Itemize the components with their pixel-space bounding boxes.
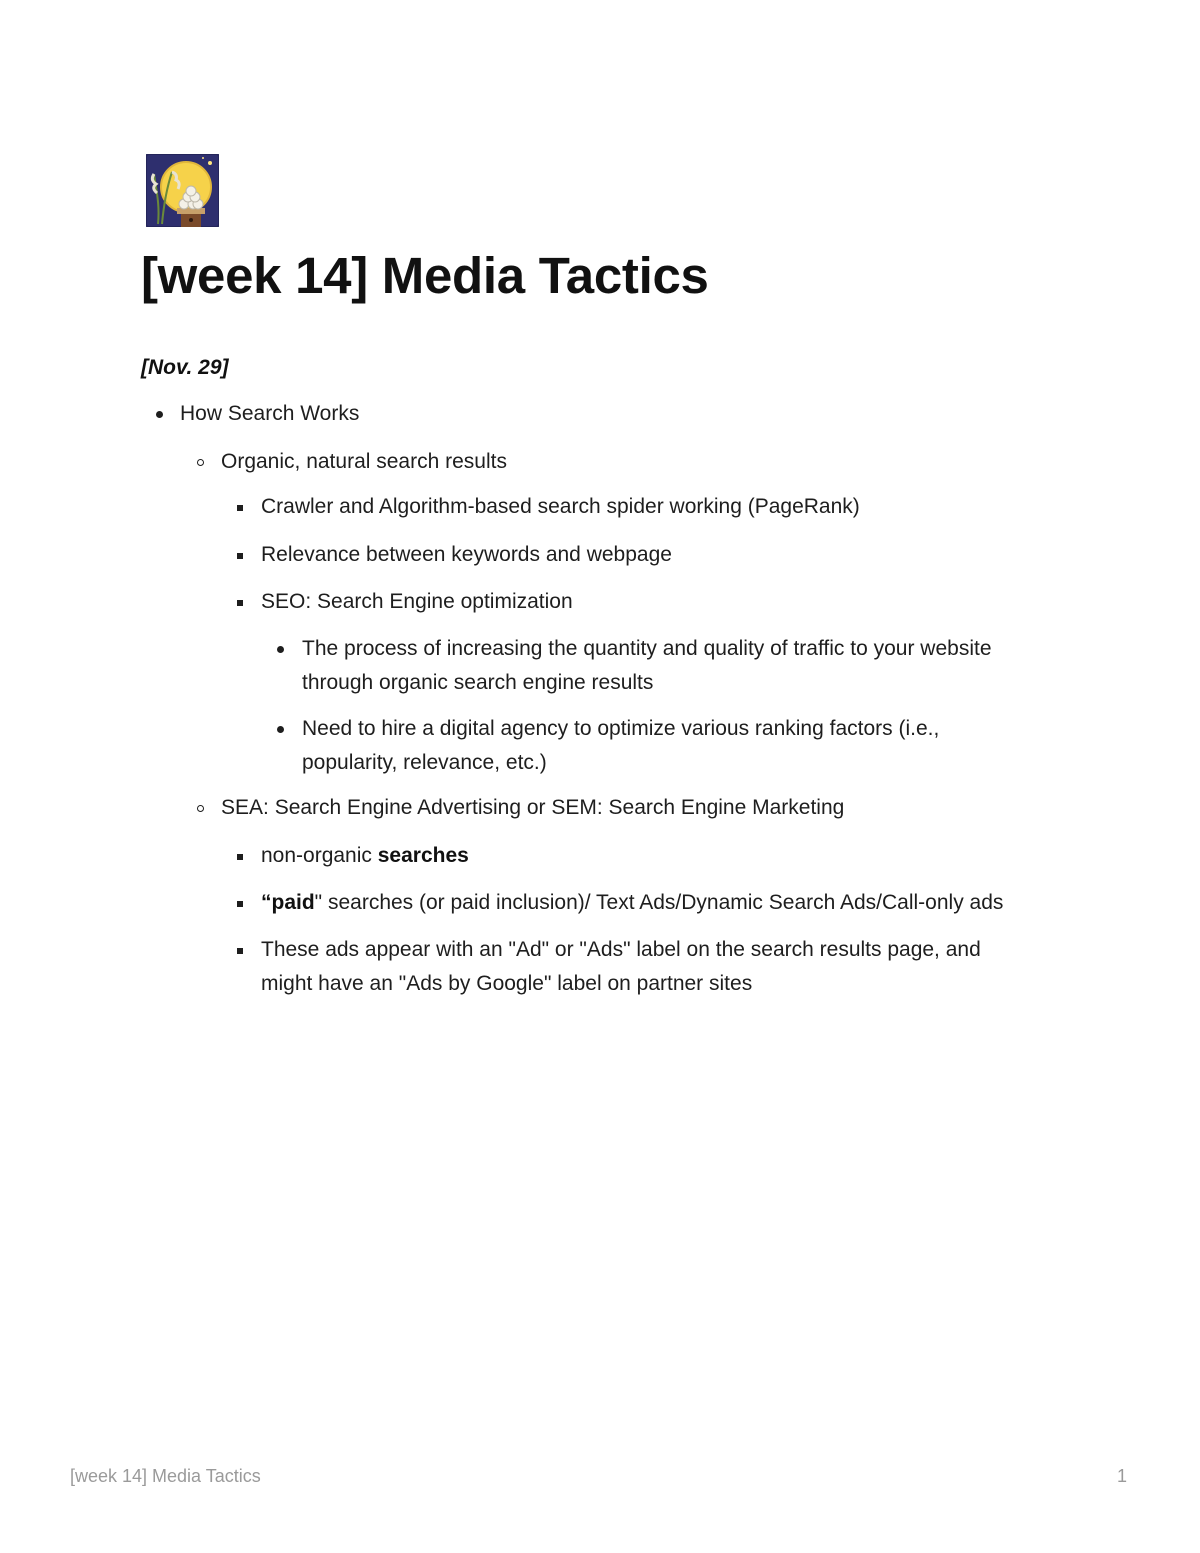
list-item-text: These ads appear with an "Ad" or "Ads" label on the search results page, and [261, 938, 981, 961]
list-item-text: SEA: Search Engine Advertising or SEM: Search Engine Marketing [221, 796, 845, 819]
list-item-text: How Search Works [180, 402, 360, 425]
list-item-text: Relevance between keywords and webpage [261, 543, 672, 566]
bullet-circle [197, 459, 204, 466]
bullet-square [237, 600, 243, 606]
list-item-text-continued: through organic search engine results [302, 671, 654, 694]
page-title: [week 14] Media Tactics [141, 247, 709, 304]
bullet-square [237, 948, 243, 954]
list-item-text: Crawler and Algorithm-based search spider working (PageRank) [261, 495, 860, 518]
date-label: [Nov. 29] [141, 356, 229, 379]
bullet-disc [277, 646, 284, 653]
list-item-text: Need to hire a digital agency to optimize various ranking factors (i.e., [302, 717, 940, 740]
page-number: 1 [1117, 1466, 1128, 1486]
text-bold: “paid [261, 891, 315, 914]
list-item-text-continued: might have an "Ads by Google" label on partner sites [261, 972, 753, 995]
bullet-circle [197, 805, 204, 812]
list-item-text: SEO: Search Engine optimization [261, 590, 573, 613]
moon-viewing-ceremony-icon [146, 154, 219, 227]
list-item-text-continued: popularity, relevance, etc.) [302, 751, 547, 774]
text-bold: searches [377, 844, 469, 867]
bullet-square [237, 553, 243, 559]
text-plain: " searches (or paid inclusion)/ Text Ads/Dynamic Search Ads/Call-only ads [314, 891, 1004, 914]
list-item-text: Organic, natural search results [221, 450, 507, 473]
text-plain: non-organic [261, 844, 378, 867]
bullet-square [237, 505, 243, 511]
bullet-square [237, 901, 243, 907]
bullet-disc [277, 726, 284, 733]
list-item-text [261, 839, 469, 873]
footer-title: [week 14] Media Tactics [70, 1466, 261, 1486]
list-item-text [261, 886, 1003, 920]
bullet-square [237, 854, 243, 860]
bullet-disc [156, 411, 163, 418]
list-item-text: The process of increasing the quantity and quality of traffic to your website [302, 637, 992, 660]
